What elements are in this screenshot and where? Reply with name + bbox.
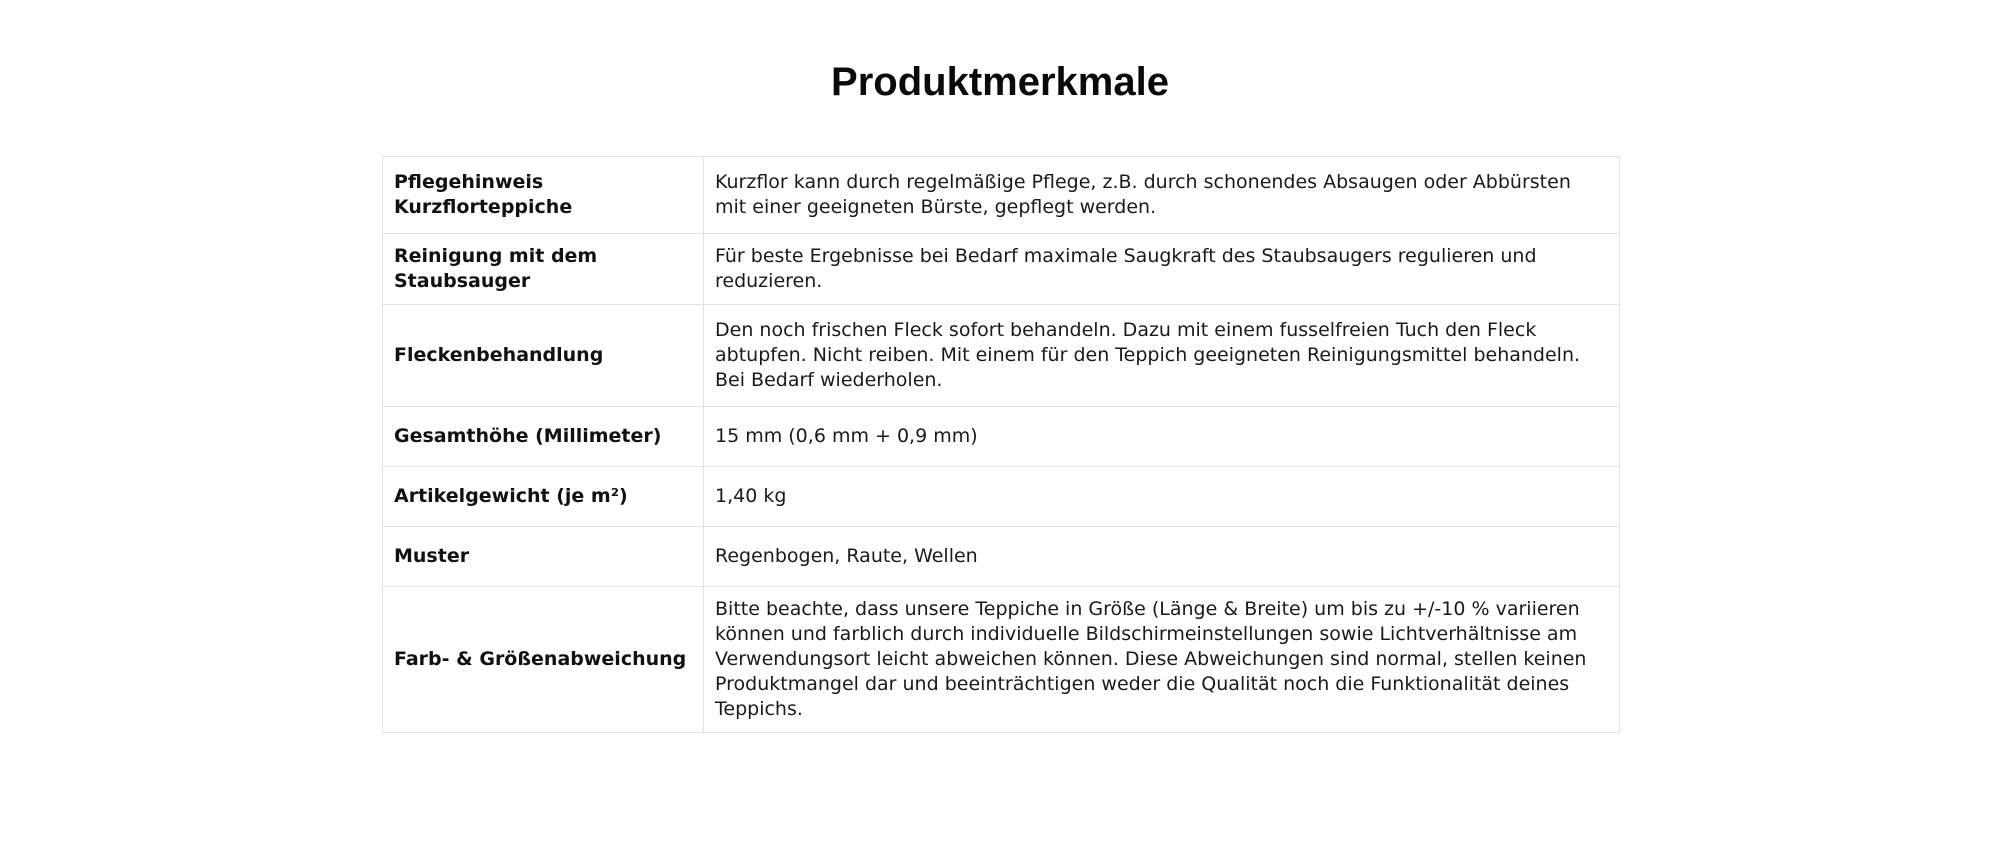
table-row-item-weight	[383, 467, 1620, 527]
row-value-stain-treatment: Den noch frischen Fleck sofort behandeln. Dazu mit einem fusselfreien Tuch den Fleck abtupfen. Nicht reiben. Mit einem für den Teppich geeigneten Reinigungsmittel behandeln. Bei Bedarf wiederholen.	[704, 305, 1620, 407]
row-label-pattern: Muster	[383, 527, 704, 587]
page-title: Produktmerkmale	[831, 60, 1169, 104]
table-row-care-instructions	[383, 157, 1620, 234]
table-row-stain-treatment	[383, 305, 1620, 407]
row-label-color-size-deviation: Farb- & Größenabweichung	[383, 587, 704, 733]
table-row-vacuum-cleaning	[383, 234, 1620, 305]
row-value-total-height: 15 mm (0,6 mm + 0,9 mm)	[704, 407, 1620, 467]
row-value-vacuum-cleaning: Für beste Ergebnisse bei Bedarf maximale Saugkraft des Staubsaugers regulieren und reduzieren.	[704, 234, 1620, 305]
row-label-item-weight: Artikelgewicht (je m²)	[383, 467, 704, 527]
table-row-pattern	[383, 527, 1620, 587]
row-label-vacuum-cleaning: Reinigung mit dem Staubsauger	[383, 234, 704, 305]
row-label-total-height: Gesamthöhe (Millimeter)	[383, 407, 704, 467]
product-features-table	[382, 156, 1620, 733]
row-value-pattern: Regenbogen, Raute, Wellen	[704, 527, 1620, 587]
row-label-stain-treatment: Fleckenbehandlung	[383, 305, 704, 407]
row-value-item-weight: 1,40 kg	[704, 467, 1620, 527]
row-label-care-instructions: Pflegehinweis Kurzflorteppiche	[383, 157, 704, 234]
table-row-color-size-deviation	[383, 587, 1620, 733]
product-features-table-body	[383, 157, 1620, 733]
row-value-color-size-deviation: Bitte beachte, dass unsere Teppiche in Größe (Länge & Breite) um bis zu +/-10 % variieren können und farblich durch individuelle Bildschirmeinstellungen sowie Lichtverhältnisse am Verwendungsort leicht abweichen können. Diese Abweichungen sind normal, stellen keinen Produktmangel dar und beeinträchtigen weder die Qualität noch die Funktionalität deines Teppichs.	[704, 587, 1620, 733]
row-value-care-instructions: Kurzflor kann durch regelmäßige Pflege, z.B. durch schonendes Absaugen oder Abbürsten mit einer geeigneten Bürste, gepflegt werden.	[704, 157, 1620, 234]
table-row-total-height	[383, 407, 1620, 467]
